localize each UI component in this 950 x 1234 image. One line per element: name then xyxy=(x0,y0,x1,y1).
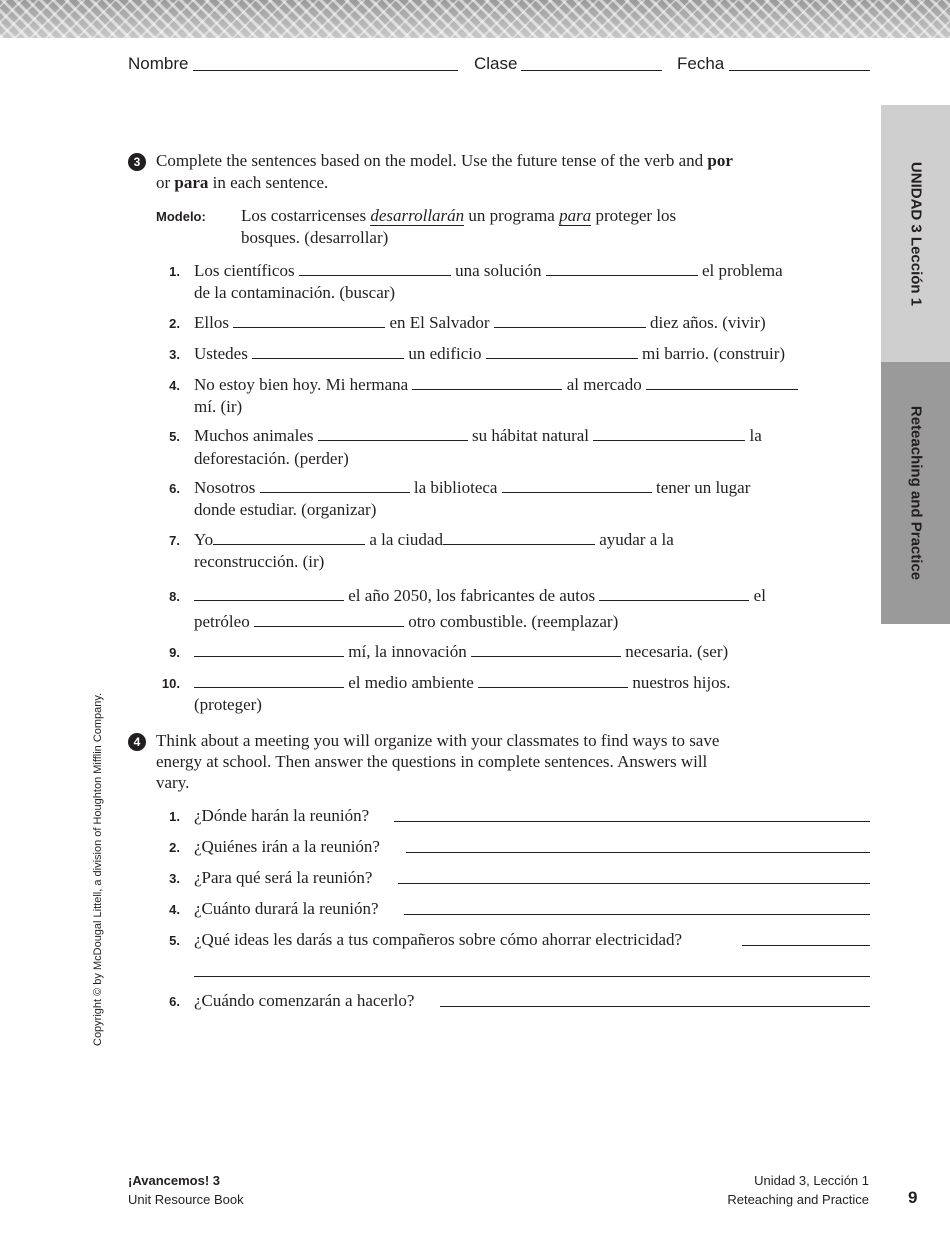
item-text: petróleo xyxy=(194,612,250,631)
item-text: mi barrio. (construir) xyxy=(642,344,786,363)
item-number: 2. xyxy=(169,840,180,855)
item-text: ayudar a la xyxy=(599,530,674,549)
item-number: 6. xyxy=(169,481,180,496)
activity-3-item-5 xyxy=(194,425,762,447)
side-tab-unit xyxy=(881,105,950,362)
item-text: otro combustible. (reemplazar) xyxy=(408,612,619,631)
answer-blank[interactable] xyxy=(646,374,798,390)
modelo-line1 xyxy=(241,205,676,227)
question-text: ¿Quiénes irán a la reunión? xyxy=(194,837,380,856)
item-number: 4. xyxy=(169,902,180,917)
activity-3-item-8 xyxy=(194,585,766,607)
answer-blank[interactable] xyxy=(478,672,628,688)
item-number: 10. xyxy=(161,676,180,691)
item-text: nuestros hijos. xyxy=(632,673,731,692)
item-text: en El Salvador xyxy=(389,313,490,332)
nombre-label: Nombre xyxy=(128,54,189,73)
answer-line[interactable] xyxy=(194,976,870,977)
activity-3-instructions-line1 xyxy=(156,150,733,172)
item-text: el problema xyxy=(701,261,783,280)
activity-3-item-1 xyxy=(194,260,783,282)
item-continuation: deforestación. (perder) xyxy=(194,449,349,468)
activity-4-number: 4 xyxy=(128,733,146,751)
instruction-text: Complete the sentences based on the model. Use the future tense of the verb and xyxy=(156,151,708,170)
activity-3-item-8-line2 xyxy=(194,611,618,633)
activity-3-item-10 xyxy=(194,672,731,694)
modelo-text: Los costarricenses xyxy=(241,206,371,225)
item-number: 8. xyxy=(169,589,180,604)
item-number: 5. xyxy=(169,933,180,948)
side-tab-section xyxy=(881,362,950,624)
item-number: 6. xyxy=(169,994,180,1009)
activity-3-item-4 xyxy=(194,374,798,396)
item-text: necesaria. (ser) xyxy=(625,642,729,661)
activity-3-item-3 xyxy=(194,343,785,365)
item-number: 2. xyxy=(169,316,180,331)
activity-3-item-9 xyxy=(194,641,728,663)
answer-line[interactable] xyxy=(398,883,870,884)
answer-blank[interactable] xyxy=(299,260,451,276)
answer-blank[interactable] xyxy=(412,374,562,390)
answer-blank[interactable] xyxy=(254,611,404,627)
item-number: 1. xyxy=(169,809,180,824)
item-text: tener un lugar xyxy=(655,478,751,497)
answer-blank[interactable] xyxy=(494,312,646,328)
answer-blank[interactable] xyxy=(502,477,652,493)
instruction-text: in each sentence. xyxy=(208,173,329,192)
modelo-line2: bosques. (desarrollar) xyxy=(241,228,389,247)
instruction-para: para xyxy=(174,173,209,192)
activity-3-item-6 xyxy=(194,477,750,499)
answer-blank[interactable] xyxy=(213,529,365,545)
item-number: 3. xyxy=(169,347,180,362)
item-number: 5. xyxy=(169,429,180,444)
item-text: el medio ambiente xyxy=(348,673,474,692)
item-number: 3. xyxy=(169,871,180,886)
activity-3-instructions-line2 xyxy=(156,172,328,194)
item-text: la biblioteca xyxy=(413,478,498,497)
nombre-field[interactable] xyxy=(193,70,458,71)
answer-blank[interactable] xyxy=(260,477,410,493)
answer-blank[interactable] xyxy=(194,585,344,601)
activity-3-number: 3 xyxy=(128,153,146,171)
item-text: al mercado xyxy=(566,375,642,394)
instruction-text: or xyxy=(156,173,175,192)
item-text: la xyxy=(749,426,762,445)
activity-4-instructions-line1: Think about a meeting you will organize with your classmates to find ways to save xyxy=(156,731,720,750)
item-text: a la ciudad xyxy=(369,530,443,549)
item-text: Muchos animales xyxy=(194,426,314,445)
item-text: su hábitat natural xyxy=(471,426,590,445)
answer-blank[interactable] xyxy=(318,425,468,441)
clase-label: Clase xyxy=(474,54,518,73)
answer-blank[interactable] xyxy=(252,343,404,359)
item-continuation: mí. (ir) xyxy=(194,397,243,416)
clase-field[interactable] xyxy=(521,70,662,71)
item-number: 7. xyxy=(169,533,180,548)
question-text: ¿Cuánto durará la reunión? xyxy=(194,899,379,918)
answer-blank[interactable] xyxy=(443,529,595,545)
item-continuation: donde estudiar. (organizar) xyxy=(194,500,377,519)
item-continuation: de la contaminación. (buscar) xyxy=(194,283,396,302)
activity-3-item-7 xyxy=(194,529,674,551)
answer-blank[interactable] xyxy=(546,260,698,276)
answer-blank[interactable] xyxy=(471,641,621,657)
item-continuation: reconstrucción. (ir) xyxy=(194,552,325,571)
modelo-text: un programa xyxy=(464,206,560,225)
modelo-prep: para xyxy=(559,206,592,225)
answer-line[interactable] xyxy=(394,821,870,822)
item-text: el xyxy=(753,586,766,605)
instruction-por: por xyxy=(707,151,733,170)
question-text: ¿Para qué será la reunión? xyxy=(194,868,373,887)
item-text: mí, la innovación xyxy=(348,642,467,661)
answer-blank[interactable] xyxy=(233,312,385,328)
item-text: Ustedes xyxy=(194,344,248,363)
copyright-notice: Copyright © by McDougal Littell, a division of Houghton Mifflin Company. xyxy=(92,692,104,1046)
item-text: Yo xyxy=(194,530,214,549)
fecha-field[interactable] xyxy=(729,70,870,71)
item-continuation: (proteger) xyxy=(194,695,262,714)
answer-line[interactable] xyxy=(404,914,870,915)
side-tab-unit-label: UNIDAD 3 Lección 1 xyxy=(907,161,924,306)
decorative-banner xyxy=(0,0,950,38)
fecha-label: Fecha xyxy=(677,54,725,73)
question-text: ¿Cuándo comenzarán a hacerlo? xyxy=(194,991,415,1010)
footer-book-subtitle: Unit Resource Book xyxy=(128,1192,244,1207)
activity-4-instructions-line2: energy at school. Then answer the questions in complete sentences. Answers will xyxy=(156,752,708,771)
modelo-text: proteger los xyxy=(591,206,677,225)
item-text: una solución xyxy=(455,261,542,280)
answer-blank[interactable] xyxy=(486,343,638,359)
answer-line[interactable] xyxy=(406,852,870,853)
footer-unit: Unidad 3, Lección 1 xyxy=(754,1173,869,1188)
question-text: ¿Dónde harán la reunión? xyxy=(194,806,370,825)
answer-blank[interactable] xyxy=(593,425,745,441)
answer-line[interactable] xyxy=(440,1006,870,1007)
item-number: 9. xyxy=(169,645,180,660)
item-text: diez años. (vivir) xyxy=(650,313,766,332)
item-number: 1. xyxy=(169,264,180,279)
item-number: 4. xyxy=(169,378,180,393)
item-text: un edificio xyxy=(408,344,482,363)
item-text: el año 2050, los fabricantes de autos xyxy=(348,586,596,605)
answer-blank[interactable] xyxy=(599,585,749,601)
answer-blank[interactable] xyxy=(194,641,344,657)
activity-3-item-2 xyxy=(194,312,766,334)
activity-4-instructions-line3: vary. xyxy=(156,773,190,792)
modelo-label: Modelo: xyxy=(156,209,206,224)
modelo-verb: desarrollarán xyxy=(370,206,465,225)
answer-blank[interactable] xyxy=(194,672,344,688)
footer-book-title: ¡Avancemos! 3 xyxy=(128,1173,220,1188)
question-text: ¿Qué ideas les darás a tus compañeros sobre cómo ahorrar electricidad? xyxy=(194,930,683,949)
answer-line[interactable] xyxy=(742,945,870,946)
item-text: Los científicos xyxy=(194,261,295,280)
item-text: Ellos xyxy=(194,313,229,332)
item-text: Nosotros xyxy=(194,478,256,497)
page-number: 9 xyxy=(908,1188,918,1207)
side-tab-section-label: Reteaching and Practice xyxy=(907,405,924,581)
item-text: No estoy bien hoy. Mi hermana xyxy=(194,375,409,394)
footer-section: Reteaching and Practice xyxy=(727,1192,869,1207)
